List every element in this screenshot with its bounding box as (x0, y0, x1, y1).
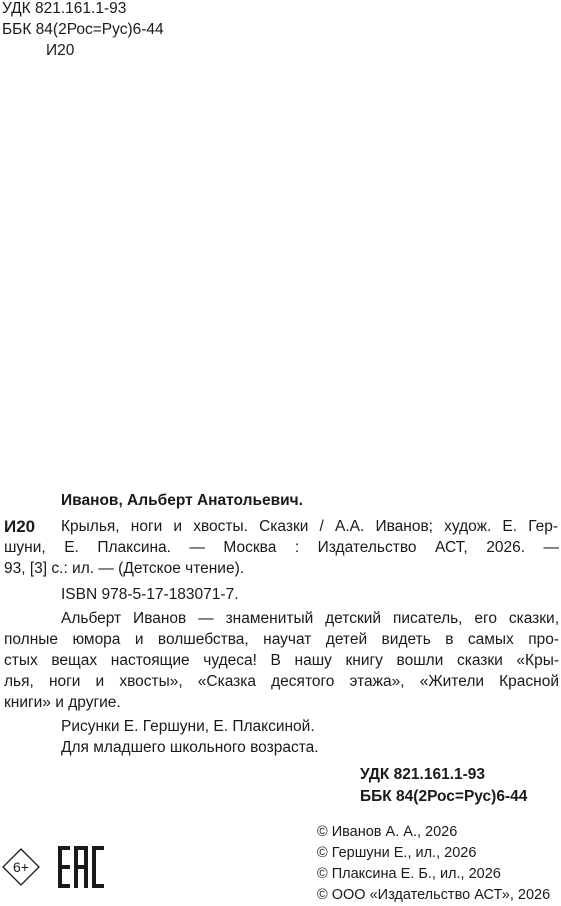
udk-code-top: УДК 821.161.1-93 (2, 0, 127, 17)
copyright-block (317, 822, 550, 906)
copyright-line: © Плаксина Е. Б., ил., 2026 (317, 866, 501, 882)
isbn: ISBN 978-5-17-183071-7. (61, 586, 239, 603)
author-mark: И20 (4, 517, 36, 536)
copyright-line: © Гершуни Е., ил., 2026 (317, 845, 477, 861)
audience-note: Для младшего школьного возраста. (61, 739, 319, 756)
udk-code-bottom: УДК 821.161.1-93 (360, 766, 486, 783)
author-mark-top: И20 (46, 42, 75, 59)
bib-line-3: 93, [3] с.: ил. — (Детское чтение). (4, 560, 245, 577)
illustrators-note: Рисунки Е. Гершуни, Е. Плаксиной. (61, 718, 315, 735)
age-rating-label: 6+ (13, 859, 29, 875)
bbk-code-bottom: ББК 84(2Рос=Рус)6-44 (360, 788, 528, 805)
annotation-line: стых вещах настоящие чудеса! В нашу книгу вошли сказки «Кры- (4, 652, 559, 669)
bib-line: Крылья, ноги и хвосты. Сказки / А.А. Иванов; худож. Е. Гер- (61, 518, 558, 535)
bibliographic-description (61, 516, 558, 537)
age-rating-badge (2, 848, 40, 886)
bib-line: шуни, Е. Плаксина. — Москва : Издательство АСТ, 2026. — (4, 539, 559, 556)
annotation-line: полные юмора и волшебства, научат детей видеть в самых про- (4, 631, 559, 648)
bib-line-2-wrap (4, 537, 559, 558)
copyright-line: © ООО «Издательство АСТ», 2026 (317, 887, 551, 903)
annotation-line: Альберт Иванов — знаменитый детский писатель, его сказки, (61, 610, 559, 627)
annotation (4, 608, 559, 713)
bbk-code-top: ББК 84(2Рос=Рус)6-44 (2, 21, 164, 38)
annotation-line: лья, ноги и хвосты», «Сказка десятого этажа», «Жители Красной (4, 673, 559, 690)
copyright-line: © Иванов А. А., 2026 (317, 824, 458, 840)
eac-conformity-mark-icon (57, 843, 105, 891)
author-heading: Иванов, Альберт Анатольевич. (61, 492, 303, 509)
annotation-line: книги» и другие. (4, 694, 121, 711)
